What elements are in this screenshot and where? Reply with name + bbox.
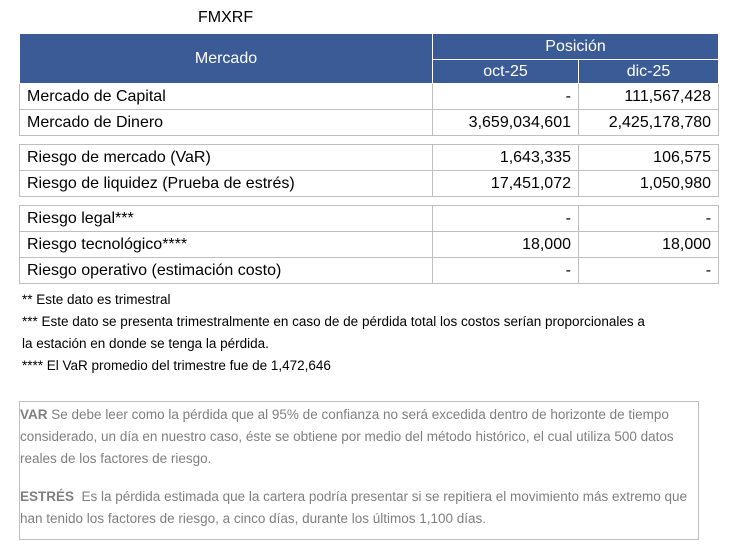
footnotes xyxy=(22,289,645,377)
row-label: Riesgo tecnológico**** xyxy=(20,232,433,258)
fund-title: FMXRF xyxy=(198,9,254,26)
row-label: Riesgo de mercado (VaR) xyxy=(20,145,433,171)
header-col-dic: dic-25 xyxy=(579,60,719,84)
row-label: Riesgo operativo (estimación costo) xyxy=(20,258,433,284)
table-row xyxy=(20,171,719,197)
estres-term: ESTRÉS xyxy=(20,489,75,504)
row-value-oct: 18,000 xyxy=(433,232,579,258)
table-row xyxy=(20,232,719,258)
row-label: Mercado de Dinero xyxy=(20,110,433,136)
row-value-oct: 3,659,034,601 xyxy=(433,110,579,136)
row-value-dic: - xyxy=(579,206,719,232)
table-row xyxy=(20,84,719,110)
header-market: Mercado xyxy=(20,34,433,84)
footnote: *** Este dato se presenta trimestralmente en caso de de pérdida total los costos serían proporcionales a xyxy=(22,314,645,329)
var-term: VAR xyxy=(20,407,48,422)
footnote: la estación en donde se tenga la pérdida. xyxy=(22,336,269,351)
definitions-box xyxy=(19,401,699,540)
var-definition xyxy=(20,404,698,470)
row-spacer xyxy=(20,197,719,206)
table-row xyxy=(20,258,719,284)
footnote: ** Este dato es trimestral xyxy=(22,292,171,307)
row-label: Riesgo legal*** xyxy=(20,206,433,232)
row-label: Riesgo de liquidez (Prueba de estrés) xyxy=(20,171,433,197)
table-row xyxy=(20,206,719,232)
estres-definition xyxy=(20,486,698,530)
row-value-dic: 2,425,178,780 xyxy=(579,110,719,136)
row-value-dic: - xyxy=(579,258,719,284)
row-value-dic: 111,567,428 xyxy=(579,84,719,110)
footnote: **** El VaR promedio del trimestre fue de 1,472,646 xyxy=(22,358,331,373)
table-row xyxy=(20,145,719,171)
row-value-oct: - xyxy=(433,258,579,284)
risk-table xyxy=(19,33,719,284)
row-value-dic: 1,050,980 xyxy=(579,171,719,197)
header-position: Posición xyxy=(433,34,719,60)
row-value-oct: - xyxy=(433,84,579,110)
row-spacer xyxy=(20,136,719,145)
estres-text: Es la pérdida estimada que la cartera podría presentar si se repitiera el movimiento más extremo que han tenido los factores de riesgo, a cinco días, durante los últimos 1,100 días. xyxy=(20,489,691,526)
table-row xyxy=(20,110,719,136)
row-value-oct: 1,643,335 xyxy=(433,145,579,171)
header-col-oct: oct-25 xyxy=(433,60,579,84)
row-label: Mercado de Capital xyxy=(20,84,433,110)
var-text: Se debe leer como la pérdida que al 95% de confianza no será excedida dentro de horizonte de tiempo considerado, un día en nuestro caso, éste se obtiene por medio del método histórico, el cual utiliza 500 datos reales de los factores de riesgo. xyxy=(20,407,674,466)
row-value-dic: 106,575 xyxy=(579,145,719,171)
row-value-oct: - xyxy=(433,206,579,232)
row-value-dic: 18,000 xyxy=(579,232,719,258)
row-value-oct: 17,451,072 xyxy=(433,171,579,197)
